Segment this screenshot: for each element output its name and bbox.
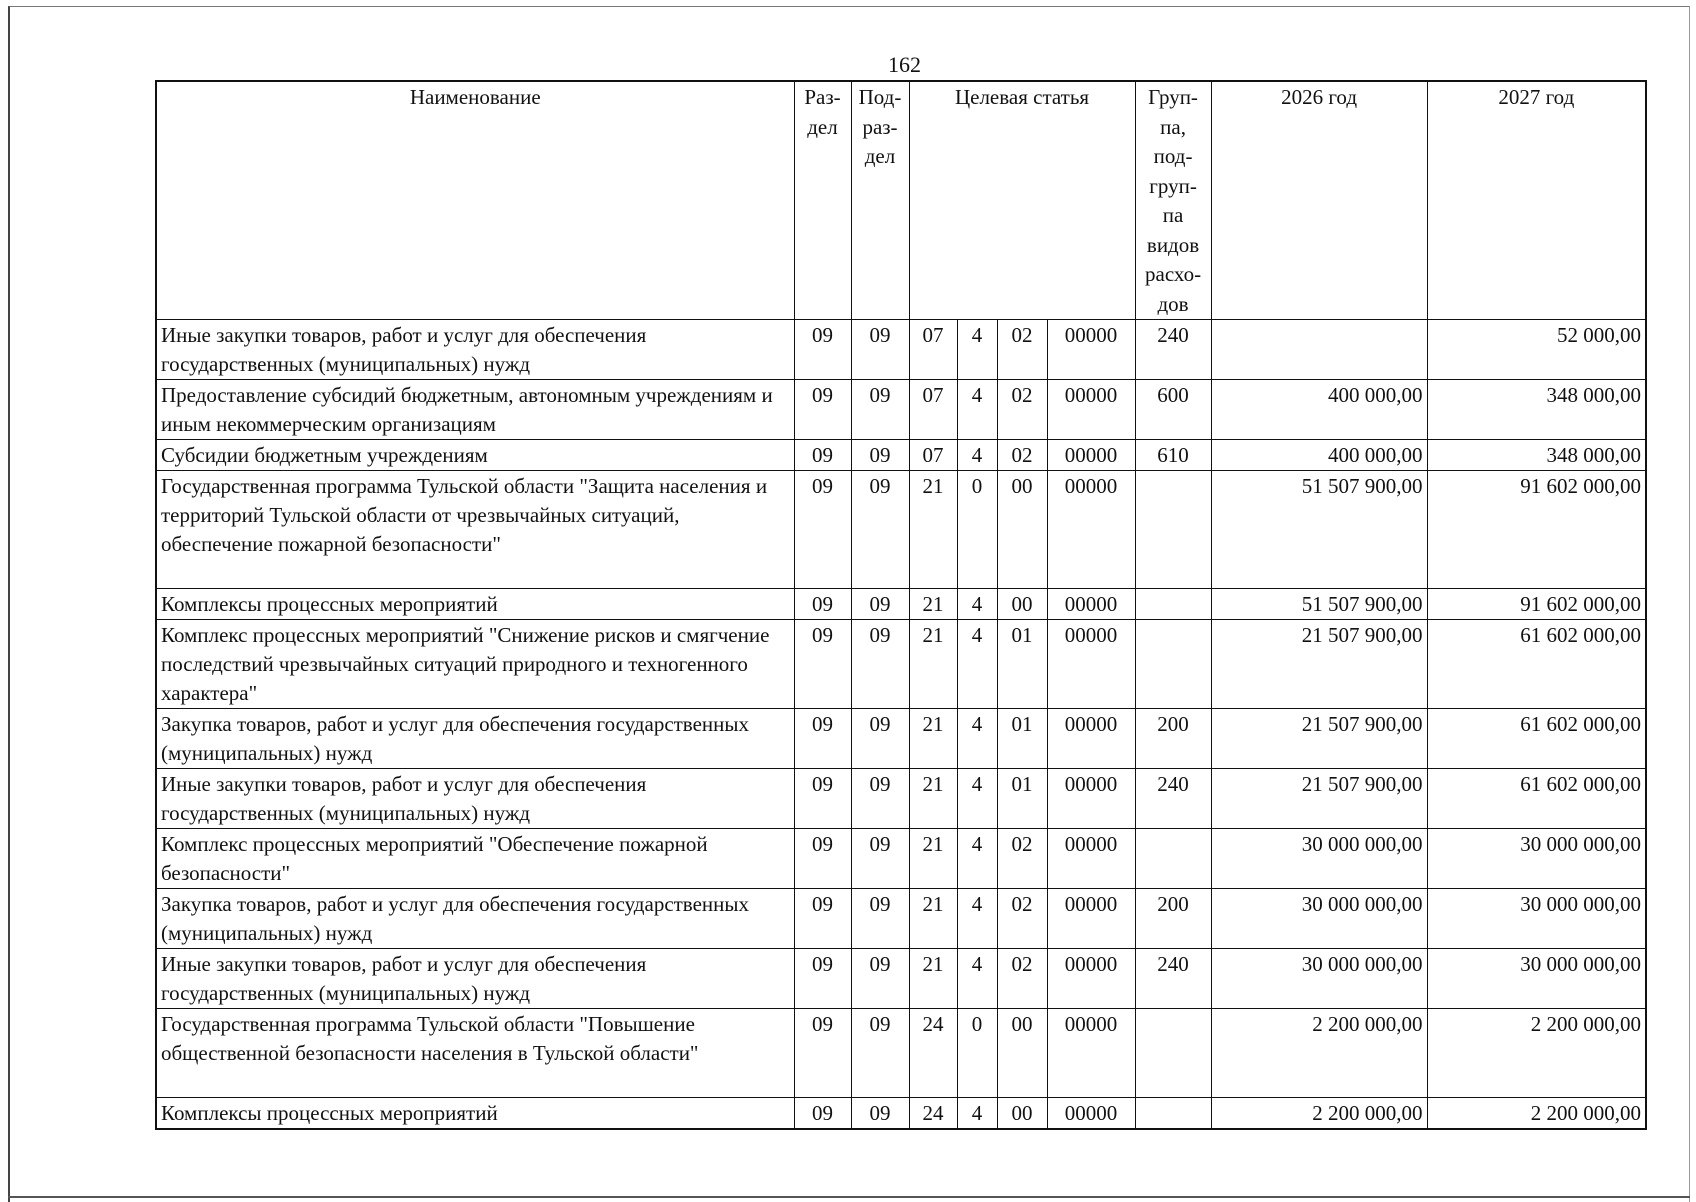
row-target-direction: 00000	[1047, 320, 1135, 380]
row-2026	[1211, 320, 1427, 380]
row-target-subprogram: 02	[997, 380, 1047, 440]
row-target-subprogram: 01	[997, 620, 1047, 709]
row-section: 09	[794, 440, 851, 471]
row-target-program: 07	[909, 320, 957, 380]
row-group	[1135, 829, 1211, 889]
row-2027: 52 000,00	[1427, 320, 1646, 380]
row-target-direction: 00000	[1047, 889, 1135, 949]
header-target-article: Целевая статья	[909, 81, 1135, 320]
table-row	[156, 589, 1646, 620]
row-target-direction: 00000	[1047, 589, 1135, 620]
row-section: 09	[794, 889, 851, 949]
row-2027: 348 000,00	[1427, 440, 1646, 471]
header-subsection: Под- раз- дел	[851, 81, 909, 320]
row-2026: 400 000,00	[1211, 380, 1427, 440]
row-group: 200	[1135, 709, 1211, 769]
row-section: 09	[794, 320, 851, 380]
row-2027: 91 602 000,00	[1427, 471, 1646, 589]
row-2027: 2 200 000,00	[1427, 1098, 1646, 1130]
row-target-program: 21	[909, 829, 957, 889]
row-2026: 30 000 000,00	[1211, 829, 1427, 889]
row-target-type: 4	[957, 709, 997, 769]
row-target-type: 4	[957, 440, 997, 471]
row-target-direction: 00000	[1047, 769, 1135, 829]
row-target-type: 4	[957, 829, 997, 889]
table-row	[156, 949, 1646, 1009]
row-target-subprogram: 00	[997, 1009, 1047, 1098]
row-target-program: 21	[909, 889, 957, 949]
row-name: Иные закупки товаров, работ и услуг для обеспечения государственных (муниципальных) нужд	[156, 320, 794, 380]
row-target-program: 24	[909, 1098, 957, 1130]
header-expense-group: Груп- па, под- груп- па видов расхо- дов	[1135, 81, 1211, 320]
row-subsection: 09	[851, 380, 909, 440]
row-subsection: 09	[851, 829, 909, 889]
row-subsection: 09	[851, 589, 909, 620]
row-target-subprogram: 02	[997, 889, 1047, 949]
row-name: Комплексы процессных мероприятий	[156, 1098, 794, 1130]
row-2026: 21 507 900,00	[1211, 769, 1427, 829]
row-2027: 30 000 000,00	[1427, 889, 1646, 949]
row-2026: 51 507 900,00	[1211, 589, 1427, 620]
row-target-subprogram: 02	[997, 320, 1047, 380]
table-row	[156, 471, 1646, 589]
header-2026: 2026 год	[1211, 81, 1427, 320]
row-section: 09	[794, 949, 851, 1009]
table-row	[156, 1009, 1646, 1098]
row-target-direction: 00000	[1047, 471, 1135, 589]
row-2027: 61 602 000,00	[1427, 709, 1646, 769]
row-name: Комплекс процессных мероприятий "Обеспечение пожарной безопасности"	[156, 829, 794, 889]
row-target-program: 21	[909, 949, 957, 1009]
row-target-type: 4	[957, 889, 997, 949]
row-target-subprogram: 00	[997, 1098, 1047, 1130]
row-target-program: 21	[909, 709, 957, 769]
row-target-type: 4	[957, 589, 997, 620]
row-group	[1135, 1009, 1211, 1098]
header-2027: 2027 год	[1427, 81, 1646, 320]
row-section: 09	[794, 1009, 851, 1098]
row-section: 09	[794, 620, 851, 709]
row-target-program: 07	[909, 440, 957, 471]
row-2027: 91 602 000,00	[1427, 589, 1646, 620]
row-group: 600	[1135, 380, 1211, 440]
row-target-type: 0	[957, 1009, 997, 1098]
row-target-program: 21	[909, 769, 957, 829]
page-number: 162	[888, 52, 921, 77]
row-target-type: 4	[957, 320, 997, 380]
row-group: 610	[1135, 440, 1211, 471]
row-section: 09	[794, 769, 851, 829]
row-subsection: 09	[851, 1098, 909, 1130]
table-row	[156, 320, 1646, 380]
row-group: 240	[1135, 320, 1211, 380]
row-subsection: 09	[851, 440, 909, 471]
row-section: 09	[794, 471, 851, 589]
row-target-type: 4	[957, 1098, 997, 1130]
row-section: 09	[794, 829, 851, 889]
row-section: 09	[794, 709, 851, 769]
row-name: Иные закупки товаров, работ и услуг для обеспечения государственных (муниципальных) нужд	[156, 949, 794, 1009]
row-name: Закупка товаров, работ и услуг для обеспечения государственных (муниципальных) нужд	[156, 709, 794, 769]
row-target-type: 0	[957, 471, 997, 589]
row-target-program: 07	[909, 380, 957, 440]
scan-bottom-edge	[8, 1196, 1690, 1198]
row-target-program: 21	[909, 620, 957, 709]
table-row	[156, 380, 1646, 440]
table-row	[156, 889, 1646, 949]
row-group: 240	[1135, 769, 1211, 829]
row-subsection: 09	[851, 769, 909, 829]
row-2027: 2 200 000,00	[1427, 1009, 1646, 1098]
row-target-subprogram: 02	[997, 829, 1047, 889]
row-target-direction: 00000	[1047, 949, 1135, 1009]
row-name: Комплекс процессных мероприятий "Снижение рисков и смягчение последствий чрезвычайных ситуаций природного и техногенного характера"	[156, 620, 794, 709]
header-name: Наименование	[156, 81, 794, 320]
row-subsection: 09	[851, 1009, 909, 1098]
row-2026: 51 507 900,00	[1211, 471, 1427, 589]
row-target-subprogram: 00	[997, 589, 1047, 620]
row-target-direction: 00000	[1047, 440, 1135, 471]
row-name: Государственная программа Тульской области "Повышение общественной безопасности населения в Тульской области"	[156, 1009, 794, 1098]
header-row	[156, 81, 1646, 320]
row-2027: 61 602 000,00	[1427, 769, 1646, 829]
row-2027: 30 000 000,00	[1427, 949, 1646, 1009]
row-2026: 2 200 000,00	[1211, 1009, 1427, 1098]
row-target-subprogram: 01	[997, 769, 1047, 829]
row-name: Государственная программа Тульской области "Защита населения и территорий Тульской области от чрезвычайных ситуаций, обеспечение пожарной безопасности"	[156, 471, 794, 589]
row-target-subprogram: 00	[997, 471, 1047, 589]
row-subsection: 09	[851, 320, 909, 380]
row-subsection: 09	[851, 949, 909, 1009]
row-target-type: 4	[957, 380, 997, 440]
table-row	[156, 769, 1646, 829]
row-group	[1135, 620, 1211, 709]
row-name: Субсидии бюджетным учреждениям	[156, 440, 794, 471]
row-target-subprogram: 02	[997, 949, 1047, 1009]
row-target-program: 21	[909, 471, 957, 589]
row-target-subprogram: 01	[997, 709, 1047, 769]
row-target-direction: 00000	[1047, 1098, 1135, 1130]
budget-table	[155, 80, 1647, 1130]
row-target-direction: 00000	[1047, 829, 1135, 889]
row-2027: 30 000 000,00	[1427, 829, 1646, 889]
row-subsection: 09	[851, 709, 909, 769]
row-section: 09	[794, 1098, 851, 1130]
row-2026: 21 507 900,00	[1211, 620, 1427, 709]
row-2026: 30 000 000,00	[1211, 949, 1427, 1009]
row-2027: 61 602 000,00	[1427, 620, 1646, 709]
row-target-type: 4	[957, 620, 997, 709]
row-target-subprogram: 02	[997, 440, 1047, 471]
row-name: Предоставление субсидий бюджетным, автономным учреждениям и иным некоммерческим организациям	[156, 380, 794, 440]
table-row	[156, 1098, 1646, 1130]
row-group	[1135, 1098, 1211, 1130]
row-name: Комплексы процессных мероприятий	[156, 589, 794, 620]
table-row	[156, 709, 1646, 769]
row-name: Иные закупки товаров, работ и услуг для обеспечения государственных (муниципальных) нужд	[156, 769, 794, 829]
row-subsection: 09	[851, 889, 909, 949]
table-row	[156, 440, 1646, 471]
row-subsection: 09	[851, 620, 909, 709]
row-target-direction: 00000	[1047, 1009, 1135, 1098]
row-target-direction: 00000	[1047, 709, 1135, 769]
row-2026: 400 000,00	[1211, 440, 1427, 471]
row-section: 09	[794, 589, 851, 620]
table-row	[156, 829, 1646, 889]
row-target-program: 21	[909, 589, 957, 620]
row-group	[1135, 471, 1211, 589]
row-2026: 30 000 000,00	[1211, 889, 1427, 949]
row-subsection: 09	[851, 471, 909, 589]
header-section: Раз- дел	[794, 81, 851, 320]
row-target-direction: 00000	[1047, 620, 1135, 709]
table-row	[156, 620, 1646, 709]
row-section: 09	[794, 380, 851, 440]
row-group: 240	[1135, 949, 1211, 1009]
row-group	[1135, 589, 1211, 620]
row-2026: 21 507 900,00	[1211, 709, 1427, 769]
row-target-type: 4	[957, 769, 997, 829]
row-target-direction: 00000	[1047, 380, 1135, 440]
row-group: 200	[1135, 889, 1211, 949]
row-2027: 348 000,00	[1427, 380, 1646, 440]
row-target-program: 24	[909, 1009, 957, 1098]
row-2026: 2 200 000,00	[1211, 1098, 1427, 1130]
row-target-type: 4	[957, 949, 997, 1009]
row-name: Закупка товаров, работ и услуг для обеспечения государственных (муниципальных) нужд	[156, 889, 794, 949]
